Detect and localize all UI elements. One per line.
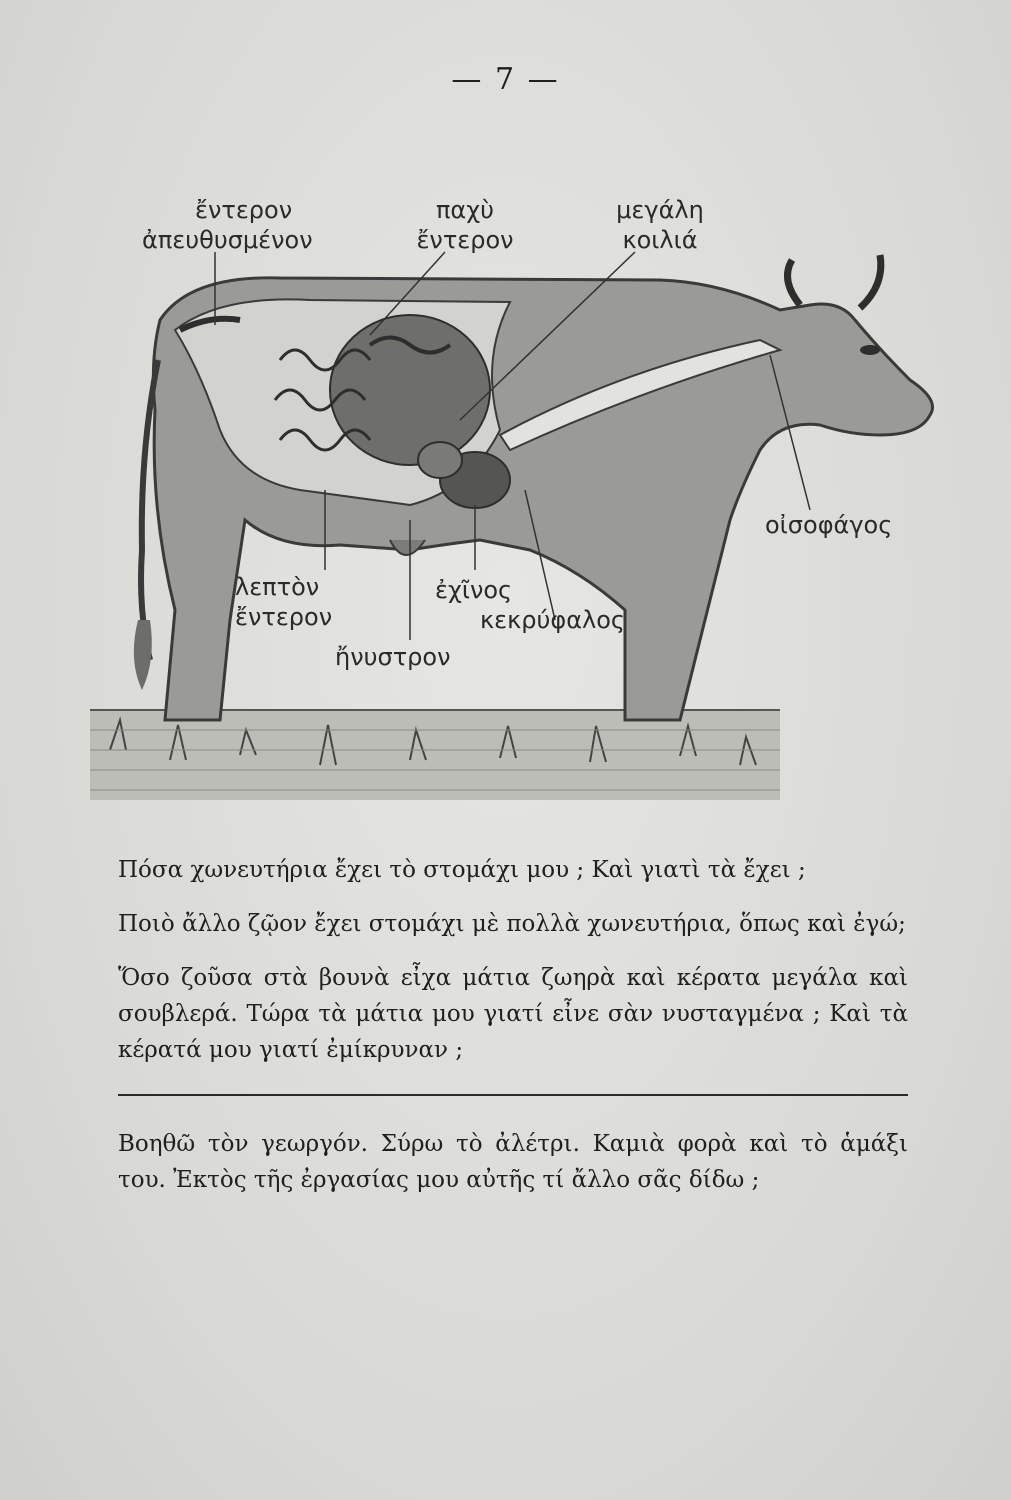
label-rectum-1: ἔντερον xyxy=(195,196,293,224)
question-paragraph-1: Πόσα χωνευτήρια ἔχει τὸ στομάχι μου ; Καὶ γιατὶ τὰ ἔχει ; xyxy=(118,857,806,883)
label-abomasum: ἤνυστρον xyxy=(335,643,451,671)
question-paragraph-4: Βοηθῶ τὸν γεωργόν. Σύρω τὸ ἀλέτρι. Καμιὰ φορὰ καὶ τὸ ἁμάξι του. Ἐκτὸς τῆς ἐργασίας μου αὐτῆς τί ἄλλο σᾶς δίδω ; xyxy=(118,1131,908,1193)
label-large-intestine-2: ἔντερον xyxy=(416,226,514,254)
question-paragraph-2: Ποιὸ ἄλλο ζῷον ἔχει στομάχι μὲ πολλὰ χωνευτήρια, ὅπως καὶ ἐγώ; xyxy=(118,911,906,937)
horizontal-divider xyxy=(118,1094,908,1096)
label-rumen-1: μεγάλη xyxy=(616,196,704,224)
label-large-intestine-1: παχὺ xyxy=(435,196,495,224)
cow-diagram xyxy=(80,190,960,810)
label-small-intestine-1: λεπτὸν xyxy=(235,573,320,601)
cow-digestive-system-illustration xyxy=(80,190,960,810)
page-number: — 7 — xyxy=(451,62,560,97)
label-rumen-2: κοιλιά xyxy=(622,226,698,254)
label-esophagus: οἰσοφάγος xyxy=(765,511,893,539)
ground-grass xyxy=(90,710,780,800)
label-omasum: ἐχῖνος xyxy=(435,576,513,604)
question-paragraph-3: Ὅσο ζοῦσα στὰ βουνὰ εἶχα μάτια ζωηρὰ καὶ κέρατα μεγάλα καὶ σουβλερά. Τώρα τὰ μάτια μου γιατί εἶνε σὰν νυσταγμένα ; Καὶ τὰ κέρατά μου γιατί ἐμίκρυναν ; xyxy=(118,965,908,1063)
label-small-intestine-2: ἔντερον xyxy=(235,603,333,631)
label-rectum-2: ἀπευθυσμένον xyxy=(142,226,313,254)
label-reticulum: κεκρύφαλος xyxy=(480,606,626,634)
